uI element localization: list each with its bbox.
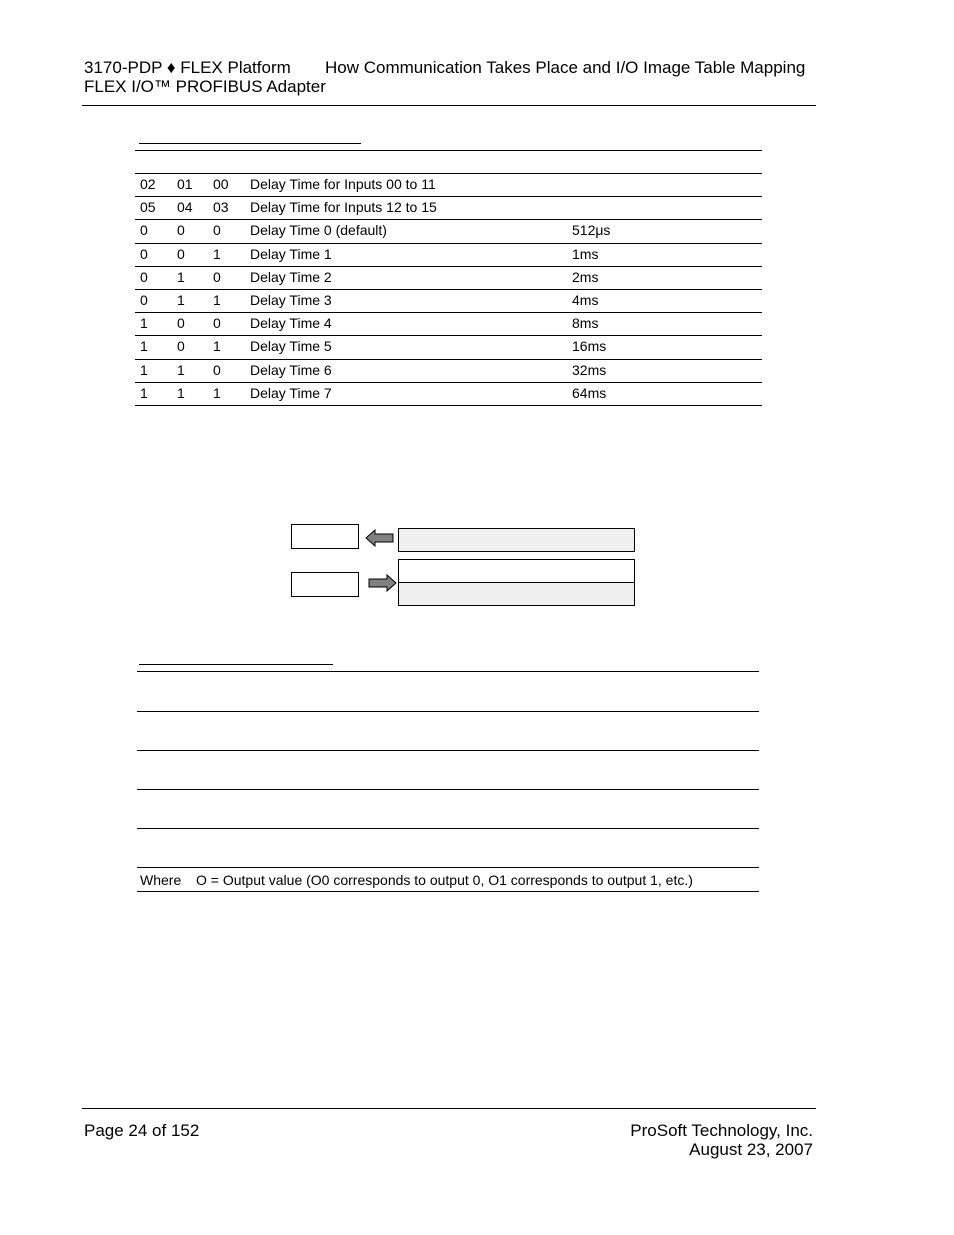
delay-value: 64ms <box>572 384 607 401</box>
bit-cell: 0 <box>177 245 185 262</box>
header-section: How Communication Takes Place and I/O Image Table Mapping <box>325 58 806 77</box>
footer-rule <box>82 1108 816 1109</box>
header-rule <box>82 105 816 106</box>
where-text: O = Output value (O0 corresponds to output 0, O1 corresponds to output 1, etc.) <box>196 872 693 888</box>
bit-cell: 1 <box>140 338 148 355</box>
bit-cell: 01 <box>177 176 193 192</box>
delay-value: 2ms <box>572 268 599 285</box>
output-table-rule <box>137 867 759 868</box>
bit-cell: 1 <box>213 338 221 355</box>
row-rule <box>135 196 762 197</box>
bit-cell: 1 <box>213 292 221 308</box>
delay-value: 16ms <box>572 338 607 355</box>
row-rule <box>135 219 762 220</box>
output-table-rule <box>137 828 759 829</box>
delay-table-header-rule <box>135 173 762 174</box>
where-label: Where <box>140 872 182 888</box>
bit-cell: 1 <box>140 361 148 378</box>
bit-cell: 0 <box>213 222 221 239</box>
bit-cell: 1 <box>177 292 185 308</box>
bit-cell: 0 <box>177 222 185 239</box>
bit-cell: 1 <box>177 384 185 401</box>
bit-cell: 0 <box>140 222 148 239</box>
delay-value: 4ms <box>572 292 599 308</box>
bit-cell: 0 <box>140 245 148 262</box>
arrow-left-icon <box>365 528 395 548</box>
output-table-caption-rule <box>139 664 333 665</box>
bit-cell: 0 <box>177 315 185 332</box>
diagram-output-box <box>291 572 359 597</box>
header-subtitle: FLEX I/O™ PROFIBUS Adapter <box>84 77 326 96</box>
bit-cell: 1 <box>213 245 221 262</box>
delay-description: Delay Time 1 <box>250 245 332 262</box>
delay-description: Delay Time 4 <box>250 315 332 332</box>
row-rule <box>135 382 762 383</box>
delay-value: 8ms <box>572 315 599 332</box>
bit-cell: 1 <box>140 384 148 401</box>
row-rule <box>135 312 762 313</box>
diagram-input-word <box>398 528 635 552</box>
bit-cell: 0 <box>213 268 221 285</box>
output-table-bottom-rule <box>137 891 759 892</box>
row-rule <box>135 335 762 336</box>
diagram-output-word-2 <box>398 582 635 606</box>
delay-description: Delay Time 2 <box>250 268 332 285</box>
bit-cell: 04 <box>177 199 193 216</box>
diagram-input-box <box>291 524 359 549</box>
bit-cell: 05 <box>140 199 156 216</box>
bit-cell: 0 <box>140 268 148 285</box>
bit-cell: 1 <box>177 268 185 285</box>
row-rule <box>135 405 762 406</box>
delay-description: Delay Time for Inputs 12 to 15 <box>250 199 437 216</box>
delay-description: Delay Time 7 <box>250 384 332 401</box>
bit-cell: 0 <box>177 338 185 355</box>
header-product: 3170-PDP ♦ FLEX Platform <box>84 58 291 77</box>
footer-page-number: Page 24 of 152 <box>84 1121 200 1140</box>
delay-description: Delay Time for Inputs 00 to 11 <box>250 176 436 192</box>
bit-cell: 03 <box>213 199 229 216</box>
delay-description: Delay Time 0 (default) <box>250 222 387 239</box>
delay-description: Delay Time 5 <box>250 338 332 355</box>
bit-cell: 1 <box>177 361 185 378</box>
output-table-rule <box>137 750 759 751</box>
bit-cell: 0 <box>213 315 221 332</box>
delay-description: Delay Time 6 <box>250 361 332 378</box>
diagram-output-word-1 <box>398 559 635 583</box>
row-rule <box>135 266 762 267</box>
footer-date: August 23, 2007 <box>689 1140 813 1159</box>
bit-cell: 00 <box>213 176 229 192</box>
arrow-right-icon <box>367 573 397 593</box>
bit-cell: 0 <box>140 292 148 308</box>
delay-table-caption-rule <box>139 143 361 144</box>
bit-cell: 1 <box>213 384 221 401</box>
row-rule <box>135 359 762 360</box>
delay-value: 32ms <box>572 361 607 378</box>
row-rule <box>135 243 762 244</box>
output-table-rule <box>137 711 759 712</box>
footer-company: ProSoft Technology, Inc. <box>630 1121 813 1140</box>
bit-cell: 0 <box>213 361 221 378</box>
row-rule <box>135 289 762 290</box>
output-table-rule <box>137 789 759 790</box>
bit-cell: 1 <box>140 315 148 332</box>
delay-table-top-rule <box>135 150 762 151</box>
delay-value: 512μs <box>572 222 611 239</box>
delay-description: Delay Time 3 <box>250 292 332 308</box>
output-table-rule <box>137 671 759 672</box>
bit-cell: 02 <box>140 176 156 192</box>
delay-value: 1ms <box>572 245 599 262</box>
